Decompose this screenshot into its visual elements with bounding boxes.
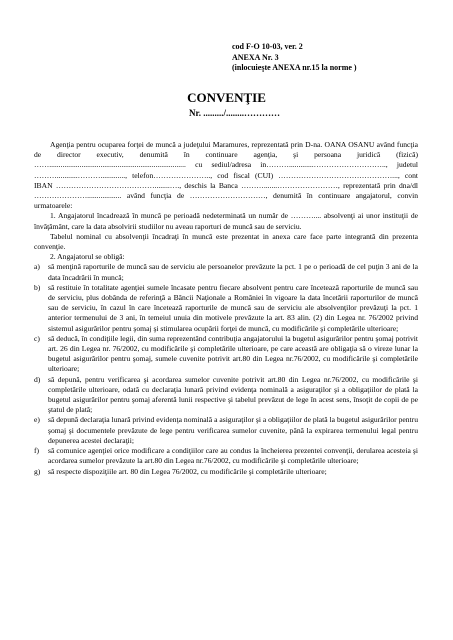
obligation-text: să menţină raporturile de muncă sau de serviciu ale persoanelor prevăzute la pct. 1 pe o perioadă de cel puţin 3 ani de la data încadrării în muncă;: [48, 262, 418, 282]
obligation-text: să depună, pentru verificarea şi acordarea sumelor cuvenite potrivit art.80 din Legea nr.76/2002, cu modificările şi completările ulterioare, odată cu declaraţia lunară privind evidenţa nominală a asiguraţilor şi a obligaţiilor de plată la bugetul asigurărilor pentru şomaj aferentă lunii respective şi tabelul prevăzut de lege în acest sens, însoţit de copii de pe ştatul de plată;: [48, 374, 418, 415]
obligation-text: să comunice agenţiei orice modificare a condiţiilor care au condus la încheierea prezentei convenţii, derularea acesteia şi acordarea sumelor prevăzute la art.80 din Legea nr.76/2002, cu modificările şi completările ulterioare;: [48, 446, 418, 466]
obligation-label: a): [34, 262, 40, 272]
obligation-a: [34, 262, 418, 282]
clause-2-heading: 2. Angajatorul se obligă:: [50, 252, 125, 262]
obligation-label: e): [34, 415, 40, 425]
obligation-label: d): [34, 374, 41, 384]
replaces-note: (inlocuieşte ANEXA nr.15 la norme ): [232, 63, 357, 72]
obligation-label: c): [34, 333, 40, 343]
convention-number: Nr. ........./........…………: [189, 108, 280, 118]
obligation-e: [34, 415, 418, 446]
table-note: Tabelul nominal cu absolvenţii încadraţi în muncă este prezentat in anexa care face parte integrantă din prezenta convenţie.: [34, 231, 418, 252]
document-header: [232, 42, 357, 74]
obligation-label: f): [34, 446, 40, 456]
obligation-text: să restituie în totalitate agenţiei sumele încasate pentru fiecare absolvent pentru care încetează raporturile de muncă sau de serviciu, plus dobânda de referinţă a Băncii Naţionale a României în vigoare la data încetării raporturilor de muncă sau de serviciu, în cazul în care încetează raporturile de muncă sau de serviciu ale absolvenţilor prevăzuţi la pct. 1 anterior termenului de 3 ani, în temeiul unuia din motivele prevăzute la art. 83 alin. (2) din Legea nr. 76/2002 privind sistemul asigurărilor pentru şomaj şi stimularea ocupării forţei de muncă, cu modificările şi completările ulterioare;: [48, 282, 418, 333]
form-code: cod F-O 10-03, ver. 2: [232, 42, 303, 51]
document-title: CONVENŢIE: [187, 90, 266, 105]
obligation-f: [34, 446, 418, 466]
obligation-label: b): [34, 282, 41, 292]
document-body: [34, 140, 418, 477]
intro-paragraph: Agenţia pentru ocuparea forţei de muncă a judeţului Maramures, reprezentată prin D-na. OANA OSANU având funcţia de director executiv, denumită în continuare agenţia, şi persoana juridică (fizică) ……........................................................................ cu sediul/adresa in……….............……………………….., judetul ………...........………............., telefon………………….., cod fiscal (CUI) ………………………………………..., cont IBAN …………………………………........…., deschis la Banca ……….......……………………, reprezentată prin dna/dl ………………….................. având funcţia de …………………………, denumită în continuare angajatorul, convin urmatoarele:: [34, 140, 418, 211]
annex-number: ANEXA Nr. 3: [232, 52, 279, 62]
obligation-g: [34, 467, 418, 477]
obligation-text: să depună declaraţia lunară privind evidenţa nominală a asiguraţilor şi a obligaţiilor de plată la bugetul asigurărilor pentru şomaj şi documentele prevăzute de lege pentru verificarea sumelor cuvenite, până la expirarea termenului legal pentru depunerea acestei declaraţii;: [48, 415, 418, 445]
obligation-label: g): [34, 466, 41, 476]
obligation-d: [34, 375, 418, 416]
obligation-text: să deducă, în condiţiile legii, din suma reprezentând contribuţia angajatorului la bugetul asigurărilor pentru şomaj potrivit art. 26 din Legea nr. 76/2002, cu modificările şi completările ulterioare, pe care această are obligaţia să o vireze lunar la bugetul asigurărilor pentru şomaj, sumele cuvenite potrivit art.80 din Legea nr.76/2002, cu modificările şi completările ulterioare;: [48, 333, 418, 374]
clause-1: 1. Angajatorul încadrează în muncă pe perioadă nedeterminată un număr de ……….... absolvenţi ai unor instituţii de învăţământ, care la data absolvirii studiilor nu aveau raporturi de muncă sau de serviciu.: [34, 211, 418, 231]
obligation-c: [34, 334, 418, 375]
obligation-text: să respecte dispoziţiile art. 80 din Legea 76/2002, cu modificările şi completările ulterioare;: [48, 466, 327, 476]
obligation-b: [34, 283, 418, 334]
